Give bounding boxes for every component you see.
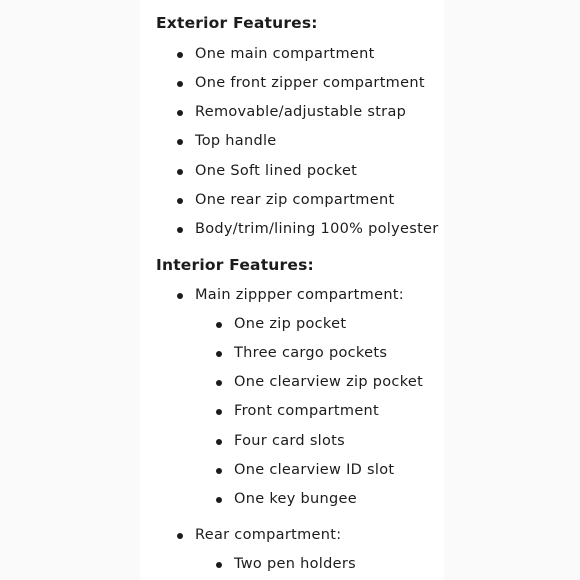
bullet-icon bbox=[177, 139, 183, 145]
list-item: One rear zip compartment bbox=[195, 191, 394, 209]
bullet-icon bbox=[216, 468, 222, 474]
list-item: Body/trim/lining 100% polyester bbox=[195, 220, 439, 238]
bullet-icon bbox=[216, 439, 222, 445]
list-item: Two pen holders bbox=[234, 555, 356, 573]
list-item: Top handle bbox=[195, 132, 277, 150]
list-item-main-compartment: Main zippper compartment: bbox=[195, 286, 404, 304]
list-item: One key bungee bbox=[234, 490, 357, 508]
bullet-icon bbox=[177, 169, 183, 175]
list-item: One front zipper compartment bbox=[195, 74, 425, 92]
bullet-icon bbox=[177, 52, 183, 58]
list-item: Four card slots bbox=[234, 432, 345, 450]
list-item: Removable/adjustable strap bbox=[195, 103, 406, 121]
bullet-icon bbox=[177, 110, 183, 116]
bullet-icon bbox=[216, 409, 222, 415]
bullet-icon bbox=[177, 198, 183, 204]
list-item-rear-compartment: Rear compartment: bbox=[195, 526, 341, 544]
interior-features-heading: Interior Features: bbox=[156, 256, 314, 274]
list-item: Front compartment bbox=[234, 402, 379, 420]
bullet-icon bbox=[216, 351, 222, 357]
list-item: One main compartment bbox=[195, 45, 375, 63]
bullet-icon bbox=[216, 497, 222, 503]
bullet-icon bbox=[216, 562, 222, 568]
bullet-icon bbox=[177, 227, 183, 233]
left-margin bbox=[0, 0, 140, 580]
bullet-icon bbox=[216, 380, 222, 386]
bullet-icon bbox=[216, 322, 222, 328]
right-margin bbox=[444, 0, 580, 580]
exterior-features-heading: Exterior Features: bbox=[156, 14, 318, 32]
bullet-icon bbox=[177, 293, 183, 299]
bullet-icon bbox=[177, 533, 183, 539]
list-item: One zip pocket bbox=[234, 315, 346, 333]
list-item: Three cargo pockets bbox=[234, 344, 387, 362]
features-document bbox=[140, 0, 444, 580]
bullet-icon bbox=[177, 81, 183, 87]
list-item: One clearview ID slot bbox=[234, 461, 394, 479]
list-item: One Soft lined pocket bbox=[195, 162, 357, 180]
list-item: One clearview zip pocket bbox=[234, 373, 423, 391]
